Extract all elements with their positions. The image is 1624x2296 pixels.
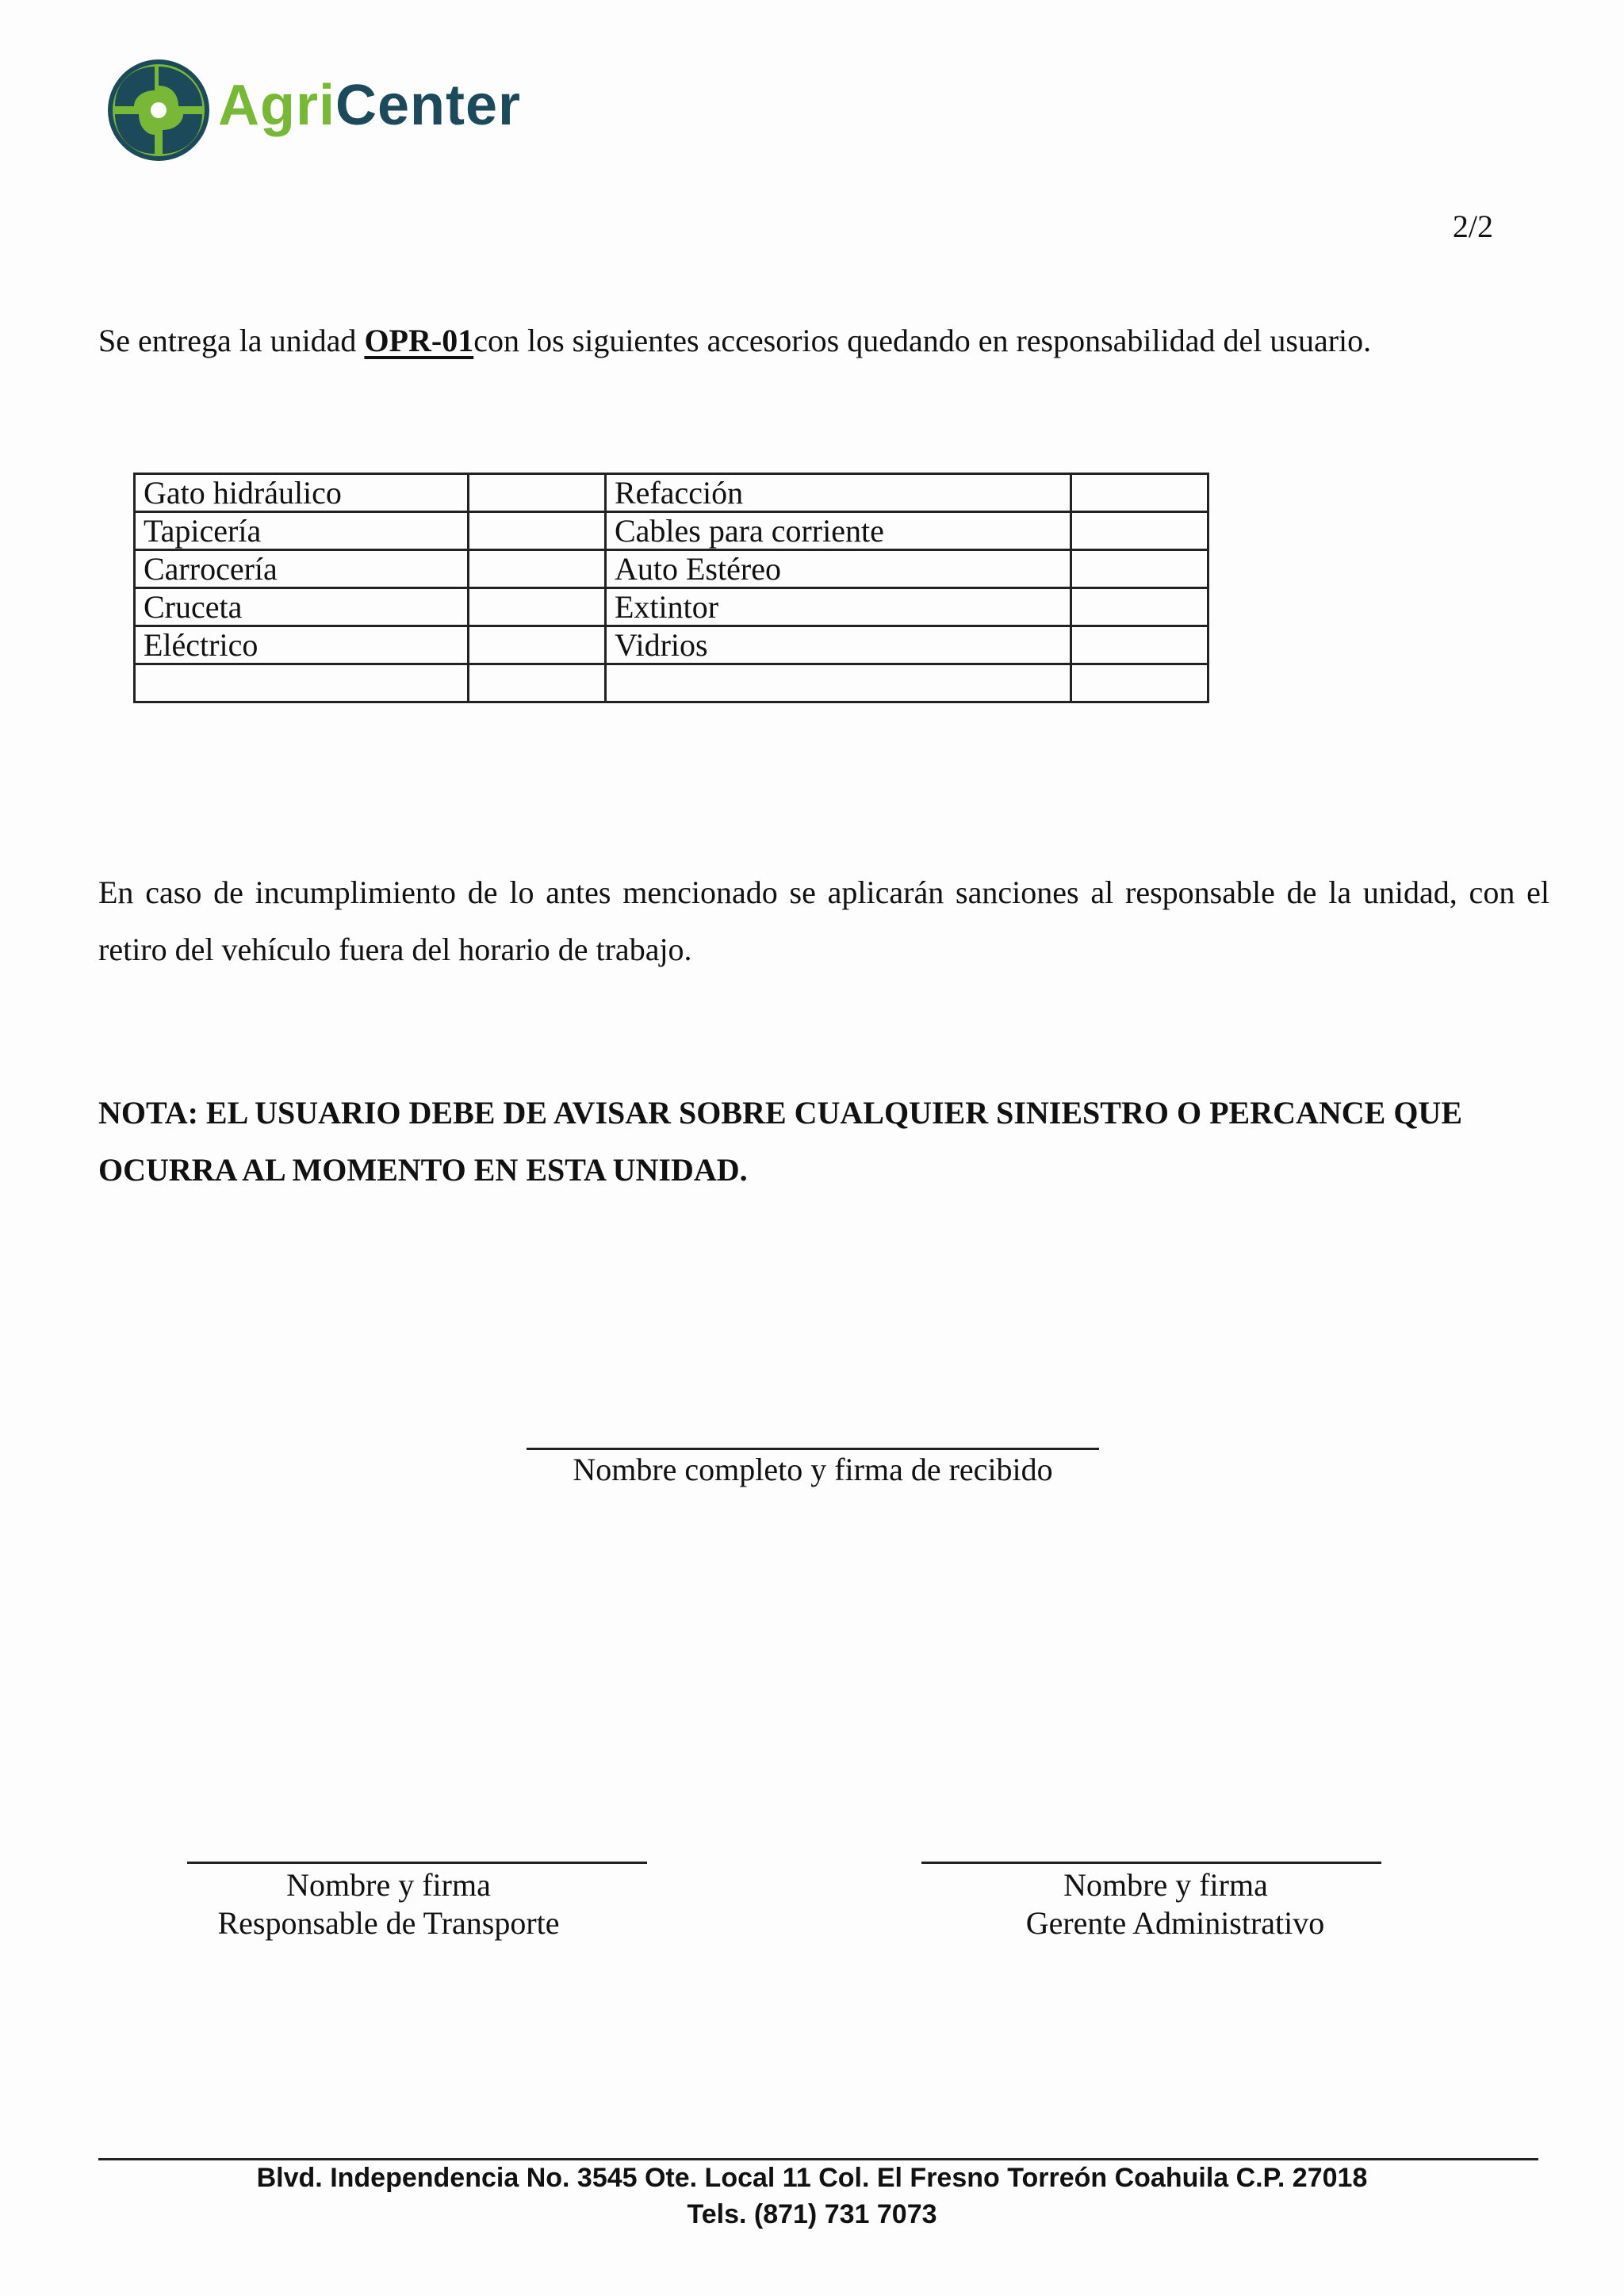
- footer-address: Blvd. Independencia No. 3545 Ote. Local 11 Col. El Fresno Torreón Coahuila C.P. 27018: [256, 2163, 1368, 2193]
- accessory-check-cell: [1071, 474, 1208, 512]
- accessory-name-cell: Extintor: [606, 588, 1071, 626]
- receiver-signature-line: [527, 1448, 1099, 1450]
- table-row: [135, 550, 1208, 588]
- manager-signature-role-label: Gerente Administrativo: [1025, 1905, 1325, 1941]
- accessory-check-cell: [469, 664, 606, 702]
- transport-signature-role-label: Responsable de Transporte: [217, 1905, 560, 1941]
- intro-text-after: con los siguientes accesorios quedando en responsabilidad del usuario.: [473, 323, 1372, 358]
- logo-swirl-icon: [105, 57, 213, 164]
- transport-signature-name-label: Nombre y firma: [286, 1867, 491, 1903]
- accessory-check-cell: [469, 512, 606, 550]
- intro-text-before: Se entrega la unidad: [98, 323, 365, 358]
- accessory-check-cell: [469, 588, 606, 626]
- accessory-check-cell: [469, 550, 606, 588]
- accessory-check-cell: [1071, 512, 1208, 550]
- accessory-name-cell: Carrocería: [135, 550, 469, 588]
- accessory-name-cell: Auto Estéreo: [606, 550, 1071, 588]
- logo-text-center: Center: [335, 74, 522, 137]
- intro-paragraph: [98, 322, 1371, 359]
- logo-text-agri: Agri: [218, 74, 335, 137]
- manager-signature-line: [921, 1862, 1381, 1864]
- penalty-paragraph: En caso de incumplimiento de lo antes mencionado se aplicarán sanciones al responsable de la unidad, con el retiro del vehículo fuera del horario de trabajo.: [98, 874, 1549, 967]
- accessory-name-cell: Gato hidráulico: [135, 474, 469, 512]
- receiver-signature-label: Nombre completo y firma de recibido: [573, 1452, 1053, 1487]
- accessory-check-cell: [1071, 550, 1208, 588]
- accessory-name-cell: Cables para corriente: [606, 512, 1071, 550]
- accessory-name-cell: Refacción: [606, 474, 1071, 512]
- accessory-name-cell: [606, 664, 1071, 702]
- accessory-check-cell: [469, 474, 606, 512]
- footer-phone: Tels. (871) 731 7073: [687, 2199, 937, 2229]
- accessory-name-cell: Cruceta: [135, 588, 469, 626]
- accessory-name-cell: Eléctrico: [135, 626, 469, 664]
- accessory-name-cell: Vidrios: [606, 626, 1071, 664]
- agricenter-logo: [105, 57, 550, 164]
- table-row: [135, 588, 1208, 626]
- table-row: [135, 512, 1208, 550]
- unit-code: OPR-01: [364, 323, 474, 358]
- accessory-check-cell: [1071, 626, 1208, 664]
- manager-signature-name-label: Nombre y firma: [1063, 1867, 1268, 1903]
- page-number: 2/2: [1452, 209, 1493, 244]
- warning-note: NOTA: EL USUARIO DEBE DE AVISAR SOBRE CUALQUIER SINIESTRO O PERCANCE QUE OCURRA AL MOMENTO EN ESTA UNIDAD.: [98, 1095, 1462, 1188]
- accessory-check-cell: [469, 626, 606, 664]
- table-row: [135, 626, 1208, 664]
- accessory-name-cell: [135, 664, 469, 702]
- accessory-check-cell: [1071, 664, 1208, 702]
- transport-signature-line: [187, 1862, 647, 1864]
- logo-wordmark: [218, 73, 521, 138]
- accessory-name-cell: Tapicería: [135, 512, 469, 550]
- table-row: [135, 474, 1208, 512]
- accessory-check-cell: [1071, 588, 1208, 626]
- accessories-table: [133, 473, 1209, 703]
- table-row: [135, 664, 1208, 702]
